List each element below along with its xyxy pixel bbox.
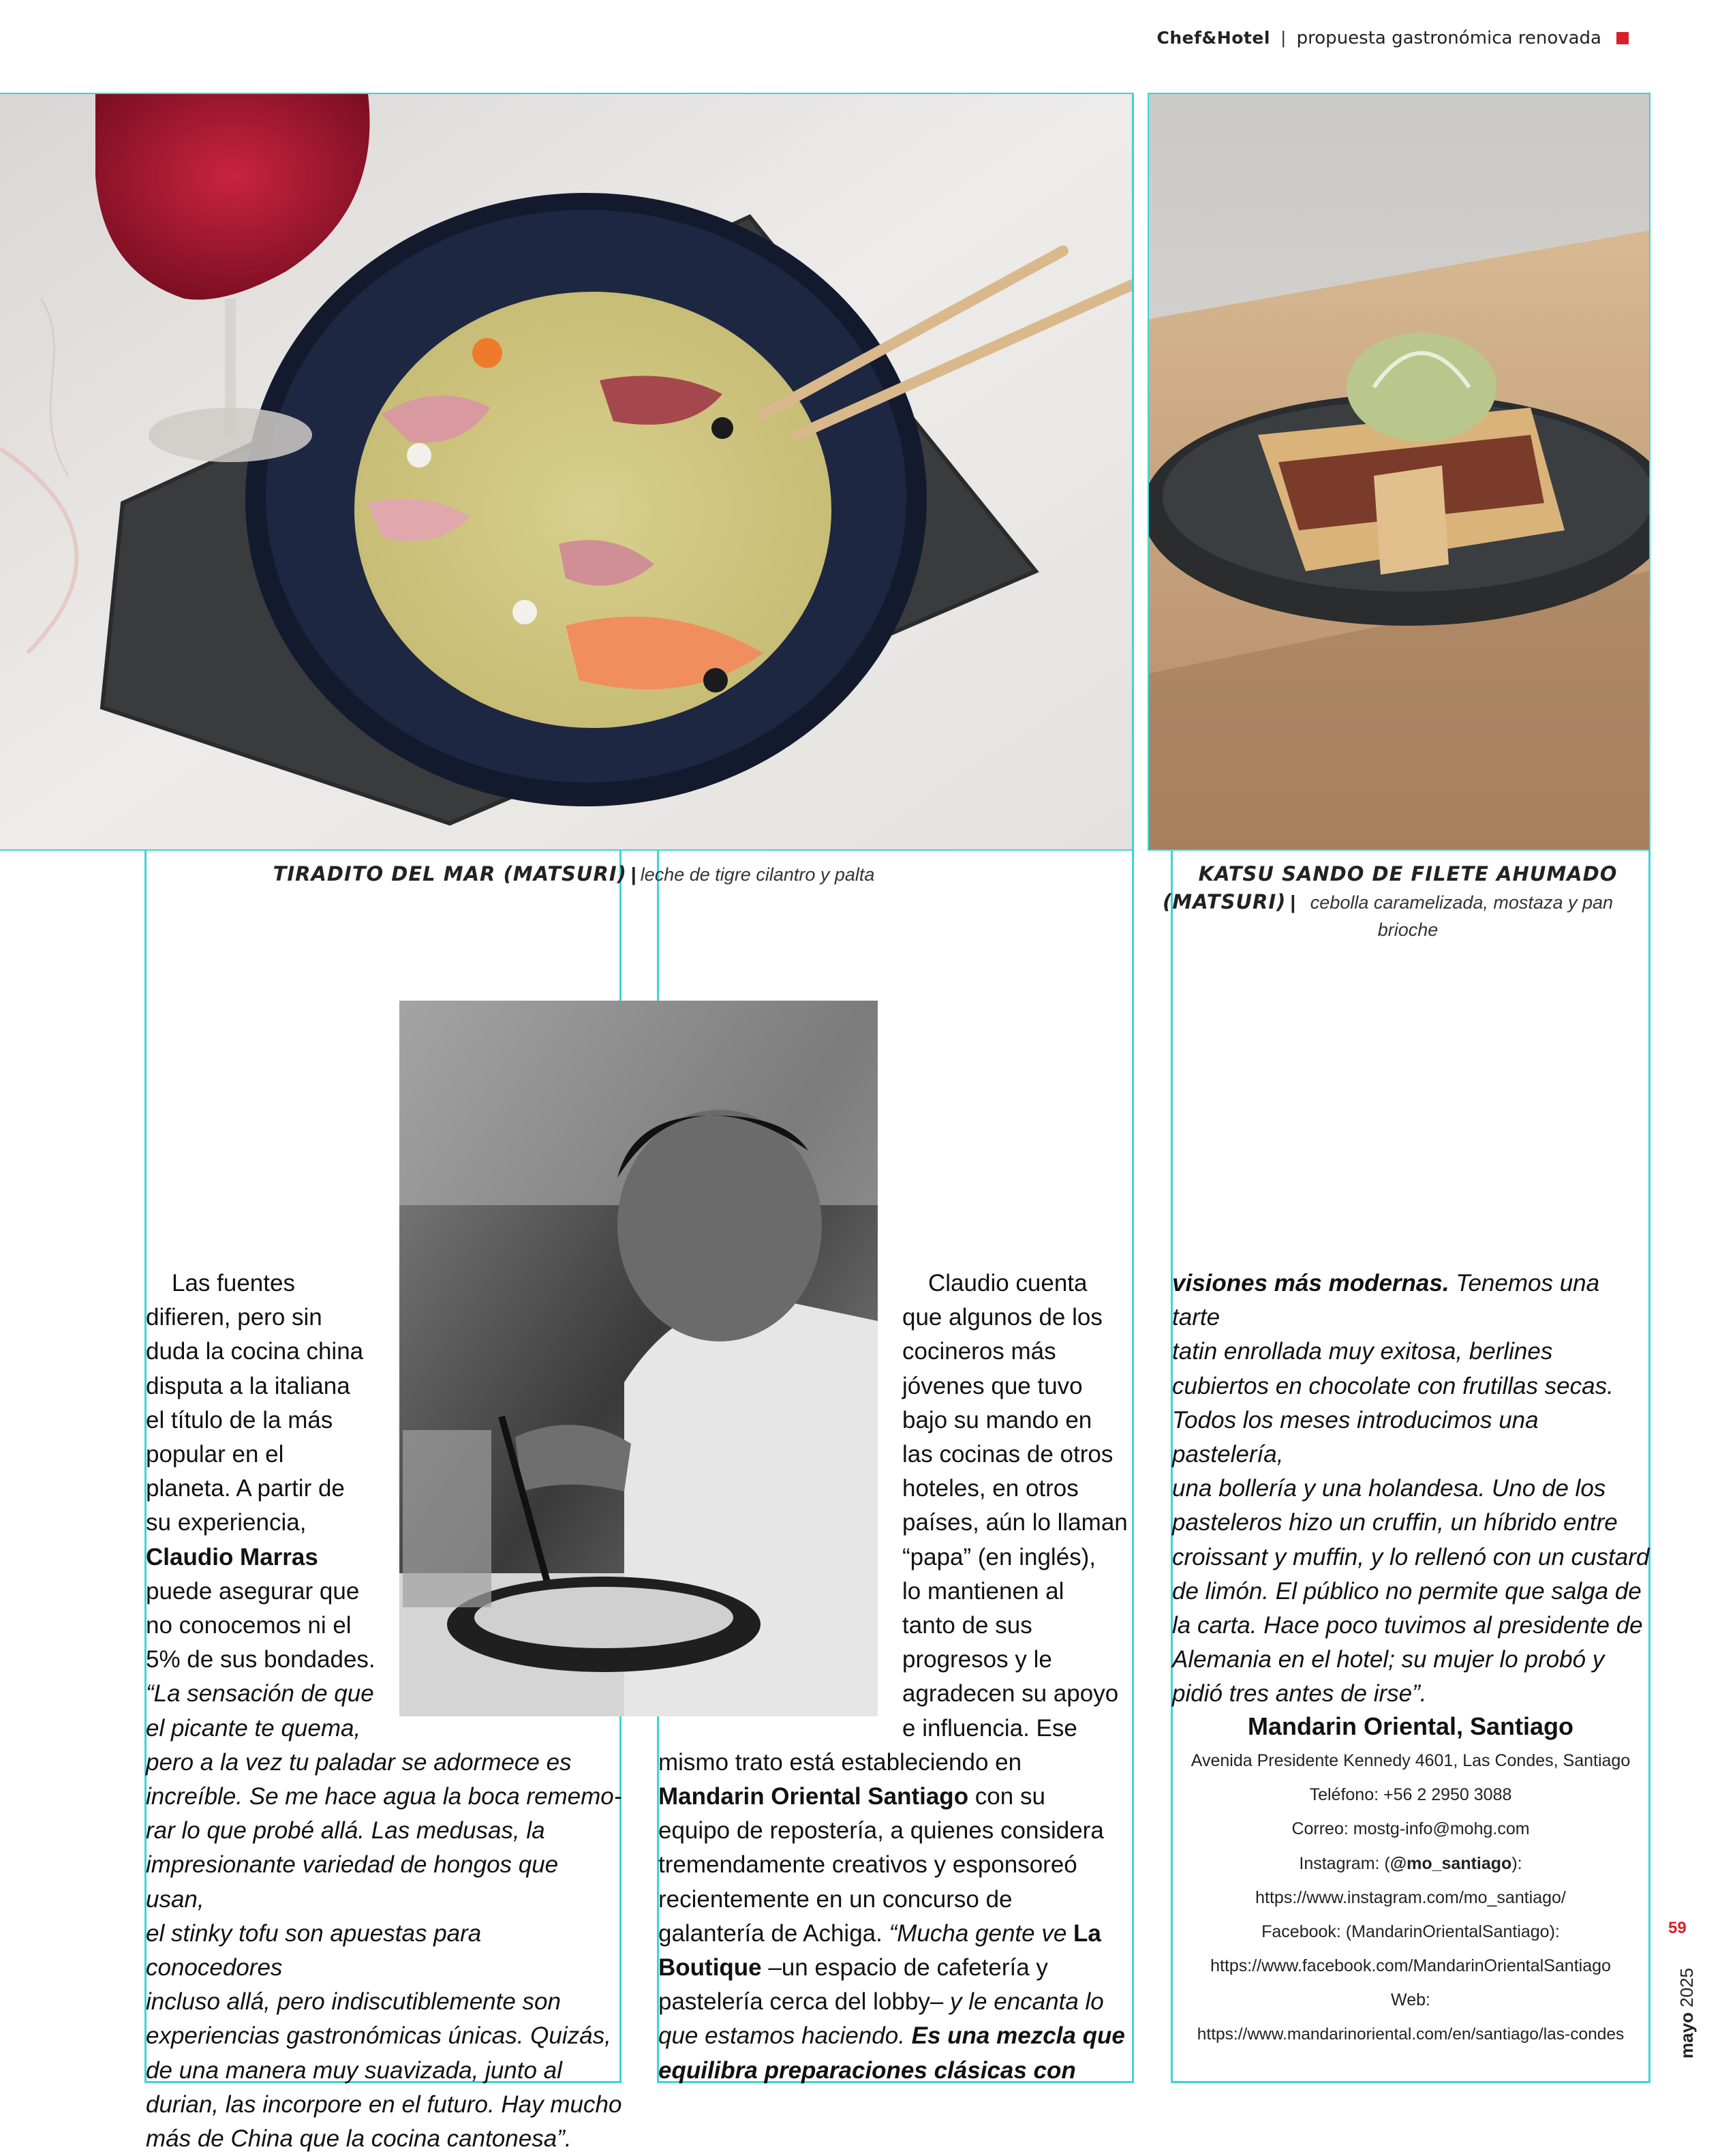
col3-text: Tenemos una tarte	[1172, 1270, 1600, 1331]
caption-katsu-sando	[1163, 860, 1653, 943]
col2-line: tremendamente creativos y esponsoreó	[658, 1851, 1077, 1879]
column-3-text	[1172, 1266, 1652, 1712]
col3-bold: visiones más modernas.	[1172, 1270, 1449, 1296]
caption-separator: |	[1290, 892, 1296, 913]
col1-line: planeta. A partir de	[146, 1475, 345, 1502]
caption-katsu-desc-line2: brioche	[1377, 920, 1439, 940]
col2-line: tanto de sus	[902, 1612, 1032, 1639]
col3-line: cubiertos en chocolate con frutillas secas.	[1172, 1372, 1614, 1399]
col1-line: puede asegurar que	[146, 1577, 360, 1605]
caption-katsu-desc-line1: cebolla caramelizada, mostaza y pan	[1310, 892, 1614, 913]
contact-address: Avenida Presidente Kennedy 4601, Las Condes, Santiago	[1191, 1751, 1631, 1770]
col1-line: el título de la más	[146, 1406, 333, 1433]
col1-line: no conocemos ni el	[146, 1612, 352, 1639]
col1-quote-line: más de China que la cocina cantonesa”.	[146, 2125, 572, 2153]
col2-line	[658, 1985, 1135, 2019]
col2-quote: y le encanta lo	[950, 1988, 1104, 2016]
col1-line: popular en el	[146, 1441, 284, 1468]
col2-line	[658, 1951, 1135, 1985]
caption-tiradito-title: TIRADITO DEL MAR (MATSURI)	[273, 862, 627, 885]
web-url[interactable]: https://www.mandarinoriental.com/en/santiago/las-condes	[1197, 2024, 1625, 2044]
col2-line: agradecen su apoyo	[902, 1680, 1119, 1707]
col3-line: tatin enrollada muy exitosa, berlines	[1172, 1338, 1553, 1365]
col2-quote: “Mucha gente ve	[889, 1919, 1074, 1947]
running-header	[1157, 27, 1629, 48]
col3-line: pasteleros hizo un cruffin, un híbrido entre	[1172, 1509, 1618, 1536]
column-2-text	[658, 1266, 1135, 2088]
col2-text: pastelería cerca del lobby–	[658, 1988, 951, 2016]
col2-line	[658, 1780, 1135, 1814]
issue-folio	[1676, 1968, 1698, 2059]
col1-line: 5% de sus bondades.	[146, 1646, 375, 1673]
col1-quote-line: durian, las incorpore en el futuro. Hay mucho	[146, 2091, 622, 2118]
col1-quote-line: increíble. Se me hace agua la boca rememo-	[146, 1783, 622, 1810]
col1-quote-line: el picante te quema,	[146, 1714, 361, 1742]
col2-line: que algunos de los	[902, 1304, 1103, 1331]
col2-text: con su	[968, 1783, 1045, 1810]
instagram-handle: @mo_santiago	[1389, 1853, 1512, 1873]
col3-line: una bollería y una holandesa. Uno de los	[1172, 1475, 1606, 1502]
col2-line: jóvenes que tuvo	[902, 1372, 1083, 1399]
facebook-url[interactable]: https://www.facebook.com/MandarinOrientalSantiago	[1210, 1956, 1611, 1976]
col2-text: galantería de Achiga.	[658, 1919, 889, 1947]
contact-hotel-name: Mandarin Oriental, Santiago	[1247, 1712, 1574, 1740]
column-1-text	[146, 1266, 623, 2156]
folio-year: 2025	[1676, 1968, 1697, 2007]
contact-facebook: Facebook: (MandarinOrientalSantiago):	[1261, 1922, 1560, 1942]
col1-quote-line: el stinky tofu son apuestas para conocedores	[146, 1919, 482, 1982]
col1-quote-line: impresionante variedad de hongos que usan,	[146, 1851, 559, 1913]
col1-quote-line: de una manera muy suavizada, junto al	[146, 2056, 562, 2084]
col2-line: las cocinas de otros	[902, 1441, 1114, 1468]
contact-block	[1172, 1710, 1649, 2052]
col3-line: de limón. El público no permite que salga de	[1172, 1577, 1642, 1605]
col1-line: disputa a la italiana	[146, 1372, 350, 1399]
col1-quote-line: “La sensación de que	[146, 1680, 374, 1707]
caption-katsu-title-line1: KATSU SANDO DE FILETE AHUMADO	[1198, 862, 1618, 885]
col2-line: progresos y le	[902, 1646, 1052, 1673]
col2-line	[658, 1917, 1135, 1951]
col2-text: –un espacio de cafetería y	[761, 1954, 1048, 1982]
col2-line	[658, 1746, 1135, 1780]
col1-quote-line: rar lo que probé allá. Las medusas, la	[146, 1817, 545, 1844]
page-number: 59	[1668, 1919, 1687, 1937]
col3-line: pidió tres antes de irse”.	[1172, 1680, 1427, 1707]
folio-month: mayo	[1676, 2012, 1697, 2059]
col2-text: mismo trato está estableciendo en	[658, 1748, 1022, 1776]
contact-web: Web:	[1391, 1990, 1430, 2010]
tiradito-photo	[0, 94, 1132, 849]
col3-line: Todos los meses introducimos una pastelería,	[1172, 1406, 1539, 1468]
hotel-name: Mandarin Oriental Santiago	[658, 1783, 969, 1810]
instagram-url[interactable]: https://www.instagram.com/mo_santiago/	[1255, 1887, 1566, 1907]
col2-quote-bold: Es una mezcla que	[911, 2022, 1125, 2050]
col1-quote-line: pero a la vez tu paladar se adormece es	[146, 1748, 572, 1776]
col2-line: países, aún lo llaman	[902, 1509, 1128, 1536]
col1-quote-line: incluso allá, pero indiscutiblemente son	[146, 1988, 561, 2016]
header-separator: |	[1280, 27, 1286, 48]
col1-line: su experiencia,	[146, 1509, 307, 1536]
magazine-brand: Chef&Hotel	[1156, 28, 1270, 48]
col2-line: recientemente en un concurso de	[658, 1885, 1013, 1913]
section-topic: propuesta gastronómica renovada	[1296, 27, 1601, 48]
col2-quote: que estamos haciendo.	[658, 2022, 912, 2050]
katsu-sando-photo	[1149, 94, 1649, 849]
boutique-name: Boutique	[658, 1954, 762, 1982]
col2-line: e influencia. Ese	[902, 1714, 1077, 1742]
col1-quote-line: experiencias gastronómicas únicas. Quizás,	[146, 2022, 611, 2050]
col3-line	[1172, 1266, 1652, 1335]
col2-line: hoteles, en otros	[902, 1475, 1079, 1502]
col3-line: la carta. Hace poco tuvimos al presidente de	[1172, 1612, 1643, 1639]
col2-line: cocineros más	[902, 1338, 1056, 1365]
caption-tiradito	[144, 860, 1003, 888]
contact-instagram	[1172, 1847, 1649, 1881]
caption-tiradito-desc: leche de tigre cilantro y palta	[640, 864, 875, 885]
col3-line: croissant y muffin, y lo rellenó con un custard	[1172, 1543, 1650, 1570]
instagram-label: Instagram: (	[1299, 1853, 1390, 1873]
col2-line: lo mantienen al	[902, 1577, 1064, 1605]
instagram-label-close: ):	[1511, 1853, 1522, 1873]
col3-line: Alemania en el hotel; su mujer lo probó y	[1172, 1646, 1605, 1673]
col2-line	[658, 2019, 1135, 2053]
red-square-marker	[1616, 32, 1629, 44]
col2-line: Claudio cuenta	[928, 1270, 1088, 1296]
col1-line: duda la cocina china	[146, 1338, 364, 1365]
col1-line: difieren, pero sin	[146, 1304, 322, 1331]
caption-separator: |	[630, 864, 636, 885]
contact-phone: Teléfono: +56 2 2950 3088	[1309, 1785, 1512, 1805]
col2-quote-bold: equilibra preparaciones clásicas con	[658, 2056, 1076, 2084]
chef-name: Claudio Marras	[146, 1543, 318, 1570]
contact-email: Correo: mostg-info@mohg.com	[1291, 1819, 1530, 1839]
col2-line: “papa” (en inglés),	[902, 1543, 1096, 1570]
boutique-name: La	[1073, 1919, 1101, 1947]
caption-katsu-title-line2: (MATSURI)	[1163, 890, 1287, 913]
col2-line: equipo de repostería, a quienes considera	[658, 1817, 1104, 1844]
col1-line: Las fuentes	[172, 1270, 295, 1296]
col2-line: bajo su mando en	[902, 1406, 1092, 1433]
